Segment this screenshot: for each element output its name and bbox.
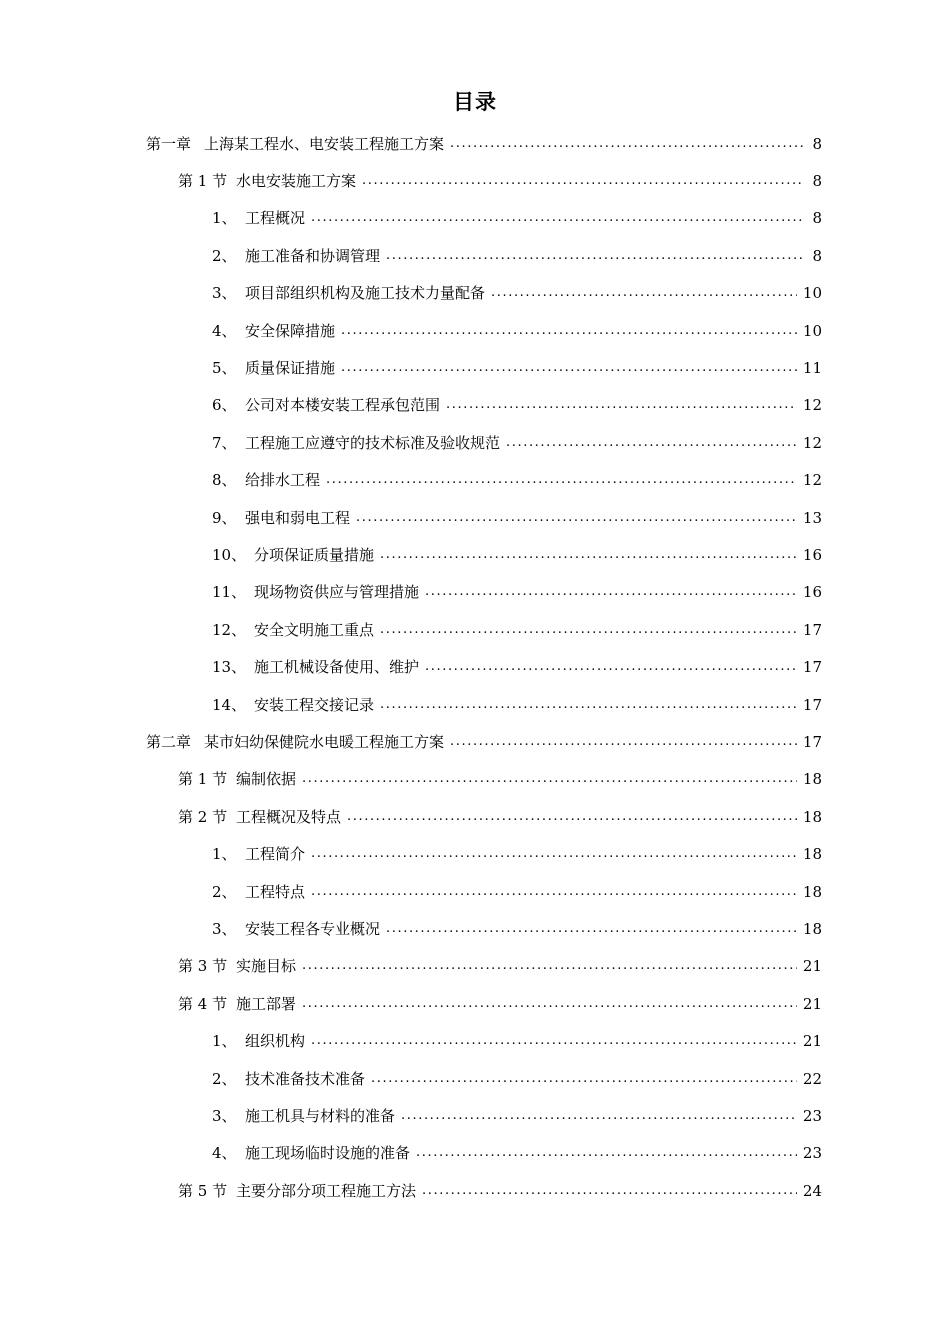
- toc-entry-number: 第二章: [146, 732, 192, 751]
- toc-entry-number: 第 5 节: [178, 1181, 228, 1200]
- toc-entry-number: 13、: [212, 658, 247, 677]
- toc-dot-leader: [422, 1181, 797, 1201]
- toc-entry-page-number: 18: [802, 919, 822, 938]
- toc-entry-title: 给排水工程: [245, 471, 321, 490]
- toc-entry-number: 4、: [212, 321, 237, 340]
- toc-dot-leader: [450, 134, 804, 154]
- toc-entry-number: 9、: [212, 508, 237, 527]
- toc-entry-title: 施工机械设备使用、维护: [254, 658, 420, 677]
- toc-entry-number: 2、: [212, 246, 237, 265]
- toc-entry-number: 第 4 节: [178, 994, 228, 1013]
- toc-entry-page-number: 18: [802, 882, 822, 901]
- toc-entry[interactable]: [212, 1135, 822, 1172]
- toc-entry[interactable]: [212, 200, 822, 237]
- toc-entry-page-number: 18: [802, 845, 822, 864]
- toc-entry-number: 5、: [212, 358, 237, 377]
- toc-dot-leader: [302, 769, 797, 789]
- toc-dot-leader: [416, 1143, 797, 1163]
- toc-entry-number: 1、: [212, 845, 237, 864]
- toc-entry-number: 1、: [212, 209, 237, 228]
- toc-title: 目录: [453, 90, 497, 114]
- toc-entry-page-number: 8: [812, 209, 822, 228]
- toc-entry[interactable]: [212, 836, 822, 873]
- toc-entry[interactable]: [178, 761, 822, 798]
- toc-entry-title: 现场物资供应与管理措施: [254, 583, 420, 602]
- toc-entry[interactable]: [212, 312, 822, 349]
- toc-dot-leader: [380, 620, 797, 640]
- toc-entry-title: 安装工程交接记录: [254, 695, 375, 714]
- toc-entry-number: 11、: [212, 583, 247, 602]
- toc-dot-leader: [311, 882, 797, 902]
- toc-entry-page-number: 22: [802, 1069, 822, 1088]
- toc-entry-page-number: 12: [802, 396, 822, 415]
- toc-entry-title: 技术准备技术准备: [245, 1069, 366, 1088]
- toc-entry-title: 水电安装施工方案: [236, 171, 357, 190]
- toc-dot-leader: [347, 807, 797, 827]
- toc-entry-title: 工程概况及特点: [236, 807, 342, 826]
- toc-dot-leader: [371, 1069, 797, 1089]
- toc-entry-number: 第 1 节: [178, 171, 228, 190]
- toc-entry-title: 公司对本楼安装工程承包范围: [245, 396, 441, 415]
- toc-entry-title: 强电和弱电工程: [245, 508, 351, 527]
- toc-dot-leader: [380, 545, 797, 565]
- toc-entry-page-number: 8: [812, 246, 822, 265]
- toc-dot-leader: [446, 395, 797, 415]
- toc-entry[interactable]: [212, 499, 822, 536]
- toc-entry-page-number: 11: [802, 358, 822, 377]
- toc-entry[interactable]: [212, 1060, 822, 1097]
- toc-entry[interactable]: [212, 649, 822, 686]
- toc-entry-number: 4、: [212, 1144, 237, 1163]
- toc-entry-page-number: 17: [802, 620, 822, 639]
- toc-entry[interactable]: [212, 349, 822, 386]
- toc-entry-page-number: 12: [802, 433, 822, 452]
- toc-dot-leader: [311, 1031, 797, 1051]
- toc-dot-leader: [341, 358, 797, 378]
- toc-entry-number: 10、: [212, 545, 247, 564]
- toc-entry-page-number: 21: [802, 1032, 822, 1051]
- toc-dot-leader: [302, 994, 797, 1014]
- toc-entry[interactable]: [178, 948, 822, 985]
- toc-entry-title: 质量保证措施: [245, 358, 336, 377]
- toc-entry[interactable]: [178, 985, 822, 1022]
- toc-dot-leader: [386, 246, 804, 266]
- toc-dot-leader: [450, 732, 797, 752]
- toc-entry-title: 分项保证质量措施: [254, 545, 375, 564]
- toc-entry-title: 实施目标: [236, 957, 297, 976]
- toc-entry-title: 上海某工程水、电安装工程施工方案: [204, 134, 445, 153]
- toc-entry[interactable]: [178, 162, 822, 199]
- toc-entry-page-number: 8: [812, 134, 822, 153]
- toc-entry-title: 项目部组织机构及施工技术力量配备: [245, 284, 486, 303]
- toc-entry-number: 第 2 节: [178, 807, 228, 826]
- toc-entry-number: 8、: [212, 471, 237, 490]
- toc-entry-title: 安装工程各专业概况: [245, 919, 381, 938]
- toc-entry-title: 施工部署: [236, 994, 297, 1013]
- toc-entry-page-number: 21: [802, 957, 822, 976]
- toc-entry-page-number: 23: [802, 1106, 822, 1125]
- toc-entry-title: 安全文明施工重点: [254, 620, 375, 639]
- toc-entry-title: 施工准备和协调管理: [245, 246, 381, 265]
- toc-entry-page-number: 18: [802, 770, 822, 789]
- toc-entry[interactable]: [212, 1023, 822, 1060]
- toc-entry[interactable]: [212, 237, 822, 274]
- toc-entry-page-number: 17: [802, 732, 822, 751]
- toc-entry-page-number: 18: [802, 807, 822, 826]
- toc-dot-leader: [362, 171, 804, 191]
- toc-dot-leader: [386, 919, 797, 939]
- toc-entry[interactable]: [212, 462, 822, 499]
- toc-entry[interactable]: [212, 686, 822, 723]
- toc-dot-leader: [311, 844, 797, 864]
- toc-dot-leader: [401, 1106, 797, 1126]
- toc-entry-number: 3、: [212, 919, 237, 938]
- toc-entry-page-number: 24: [802, 1181, 822, 1200]
- toc-entry-title: 主要分部分项工程施工方法: [236, 1181, 417, 1200]
- toc-entry[interactable]: [178, 798, 822, 835]
- toc-dot-leader: [425, 582, 797, 602]
- toc-entry-title: 安全保障措施: [245, 321, 336, 340]
- toc-entry[interactable]: [212, 387, 822, 424]
- toc-entry-title: 工程简介: [245, 845, 306, 864]
- toc-entry[interactable]: [146, 125, 822, 162]
- toc-entry-number: 第 1 节: [178, 770, 228, 789]
- toc-entry-title: 工程特点: [245, 882, 306, 901]
- toc-entry-number: 7、: [212, 433, 237, 452]
- toc-entry[interactable]: [212, 611, 822, 648]
- toc-dot-leader: [425, 657, 797, 677]
- toc-entry-page-number: 17: [802, 658, 822, 677]
- toc-entry-title: 施工现场临时设施的准备: [245, 1144, 411, 1163]
- toc-entry-number: 2、: [212, 1069, 237, 1088]
- toc-entry-page-number: 12: [802, 471, 822, 490]
- toc-entry[interactable]: [212, 536, 822, 573]
- toc-entry-page-number: 10: [802, 284, 822, 303]
- toc-entry-title: 编制依据: [236, 770, 297, 789]
- toc-entry-number: 3、: [212, 284, 237, 303]
- toc-entry-number: 2、: [212, 882, 237, 901]
- toc-entry-page-number: 13: [802, 508, 822, 527]
- toc-entry-title: 某市妇幼保健院水电暖工程施工方案: [204, 732, 445, 751]
- toc-entry-number: 3、: [212, 1106, 237, 1125]
- toc-entry-number: 第 3 节: [178, 957, 228, 976]
- toc-entry[interactable]: [212, 873, 822, 910]
- toc-entry-page-number: 16: [802, 545, 822, 564]
- toc-dot-leader: [491, 283, 797, 303]
- toc-entry-number: 12、: [212, 620, 247, 639]
- toc-entry-number: 6、: [212, 396, 237, 415]
- toc-entry-number: 第一章: [146, 134, 192, 153]
- toc-entry-page-number: 8: [812, 171, 822, 190]
- toc-entry-page-number: 17: [802, 695, 822, 714]
- toc-dot-leader: [506, 433, 797, 453]
- toc-dot-leader: [380, 695, 797, 715]
- toc-dot-leader: [302, 956, 797, 976]
- toc-entry-number: 14、: [212, 695, 247, 714]
- toc-entry-page-number: 10: [802, 321, 822, 340]
- toc-entry-page-number: 16: [802, 583, 822, 602]
- toc-entry[interactable]: [178, 1172, 822, 1209]
- toc-entry[interactable]: [212, 1097, 822, 1134]
- toc-entry-title: 工程概况: [245, 209, 306, 228]
- toc-dot-leader: [341, 321, 797, 341]
- toc-entry[interactable]: [146, 723, 822, 760]
- toc-entry-title: 施工机具与材料的准备: [245, 1106, 396, 1125]
- toc-entry-title: 组织机构: [245, 1032, 306, 1051]
- toc-entry-page-number: 21: [802, 994, 822, 1013]
- toc-dot-leader: [356, 508, 797, 528]
- toc-entry-number: 1、: [212, 1032, 237, 1051]
- toc-dot-leader: [311, 208, 804, 228]
- toc-entry-page-number: 23: [802, 1144, 822, 1163]
- toc-entry[interactable]: [212, 910, 822, 947]
- toc-dot-leader: [326, 470, 797, 490]
- toc-entry-title: 工程施工应遵守的技术标准及验收规范: [245, 433, 501, 452]
- toc-entry[interactable]: [212, 424, 822, 461]
- toc-entry[interactable]: [212, 275, 822, 312]
- toc-entry[interactable]: [212, 574, 822, 611]
